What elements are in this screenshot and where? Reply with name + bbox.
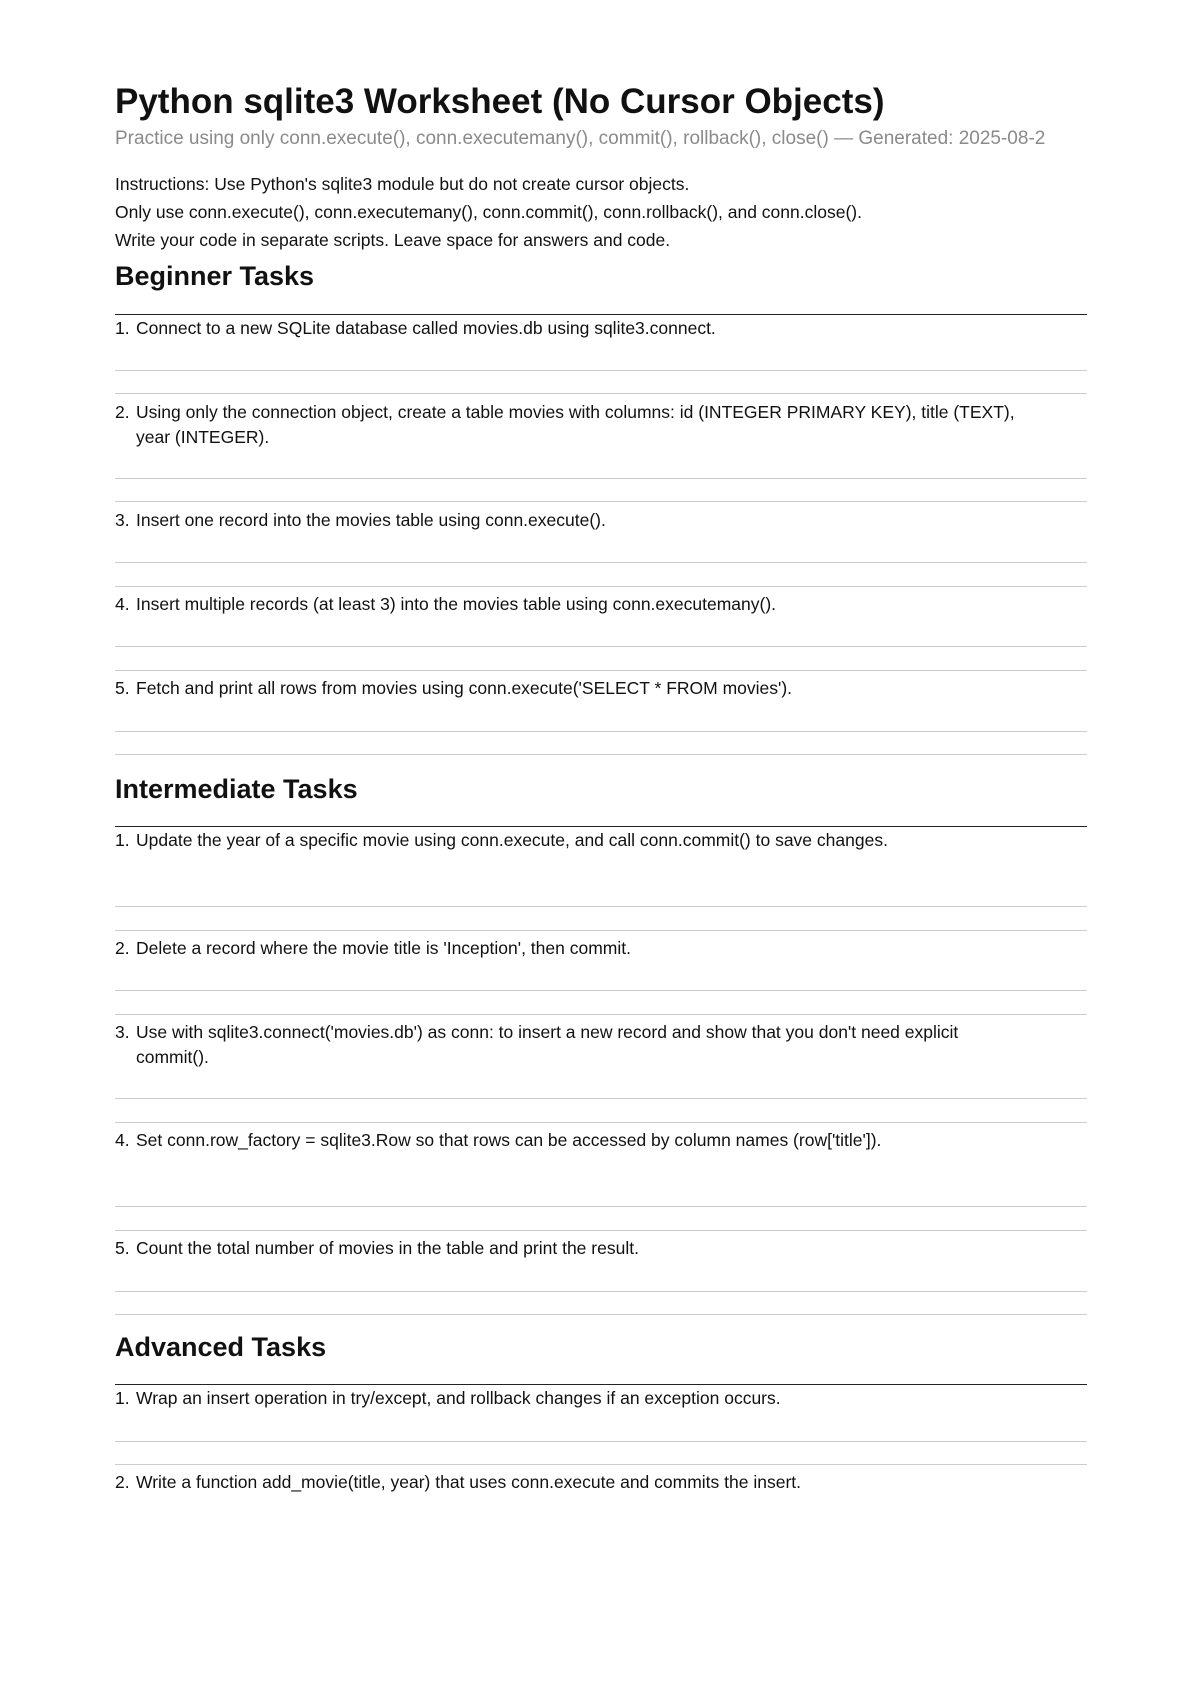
section-heading-beginner: Beginner Tasks [115,261,315,291]
answer-line [115,731,1087,732]
answer-line [115,670,1087,671]
task-item [115,316,1087,341]
task-item [115,508,1087,533]
instruction-line: Only use conn.execute(), conn.executemany(), conn.commit(), conn.rollback(), and conn.close(). [115,202,862,222]
answer-line [115,370,1087,371]
answer-line [115,1230,1087,1231]
answer-line [115,586,1087,587]
instructions-block [115,170,862,254]
task-text: Using only the connection object, create a table movies with columns: id (INTEGER PRIMARY KEY), title (TEXT), year (INTEGER). [136,402,1015,447]
task-number: 3. [115,510,130,530]
task-number: 2. [115,402,130,422]
task-text: Write a function add_movie(title, year) that uses conn.execute and commits the insert. [136,1472,801,1492]
task-text: Update the year of a specific movie using conn.execute, and call conn.commit() to save changes. [136,830,888,850]
task-item [115,676,1087,701]
instruction-line: Instructions: Use Python's sqlite3 module but do not create cursor objects. [115,174,690,194]
task-number: 2. [115,1472,130,1492]
answer-line [115,393,1087,394]
answer-line [115,1206,1087,1207]
instruction-line: Write your code in separate scripts. Leave space for answers and code. [115,230,671,250]
page-title: Python sqlite3 Worksheet (No Cursor Objects) [115,82,885,121]
section-divider [115,826,1087,827]
answer-line [115,1122,1087,1123]
task-number: 4. [115,594,130,614]
answer-line [115,1014,1087,1015]
task-item [115,936,1087,961]
task-item [115,400,1087,450]
task-item [115,592,1087,617]
answer-line [115,1291,1087,1292]
section-divider [115,314,1087,315]
task-number: 1. [115,830,130,850]
task-number: 3. [115,1022,130,1042]
task-item [115,1470,1087,1495]
task-text: Insert multiple records (at least 3) into the movies table using conn.executemany(). [136,594,777,614]
task-item [115,1236,1087,1261]
task-number: 5. [115,678,130,698]
answer-line [115,562,1087,563]
answer-line [115,1441,1087,1442]
section-divider [115,1384,1087,1385]
answer-line [115,930,1087,931]
answer-line [115,1464,1087,1465]
section-heading-intermediate: Intermediate Tasks [115,774,358,804]
task-item [115,1386,1087,1411]
section-heading-advanced: Advanced Tasks [115,1332,327,1362]
task-text: Delete a record where the movie title is 'Inception', then commit. [136,938,631,958]
task-number: 1. [115,1388,130,1408]
task-item [115,1128,1087,1153]
task-text: Fetch and print all rows from movies using conn.execute('SELECT * FROM movies'). [136,678,793,698]
answer-line [115,646,1087,647]
answer-line [115,501,1087,502]
task-text: Use with sqlite3.connect('movies.db') as conn: to insert a new record and show that you don't need explicit commit(). [136,1022,959,1067]
page-subtitle: Practice using only conn.execute(), conn.executemany(), commit(), rollback(), close() — Generated: 2025-08-2 [115,128,1046,149]
task-text: Count the total number of movies in the table and print the result. [136,1238,639,1258]
task-number: 1. [115,318,130,338]
answer-line [115,1098,1087,1099]
task-number: 4. [115,1130,130,1150]
task-item [115,1020,1087,1070]
task-text: Insert one record into the movies table using conn.execute(). [136,510,606,530]
task-text: Wrap an insert operation in try/except, and rollback changes if an exception occurs. [136,1388,781,1408]
task-text: Connect to a new SQLite database called movies.db using sqlite3.connect. [136,318,716,338]
task-number: 2. [115,938,130,958]
answer-line [115,1314,1087,1315]
answer-line [115,990,1087,991]
task-text: Set conn.row_factory = sqlite3.Row so that rows can be accessed by column names (row['title']). [136,1130,882,1150]
task-number: 5. [115,1238,130,1258]
answer-line [115,478,1087,479]
answer-line [115,754,1087,755]
answer-line [115,906,1087,907]
task-item [115,828,1087,853]
